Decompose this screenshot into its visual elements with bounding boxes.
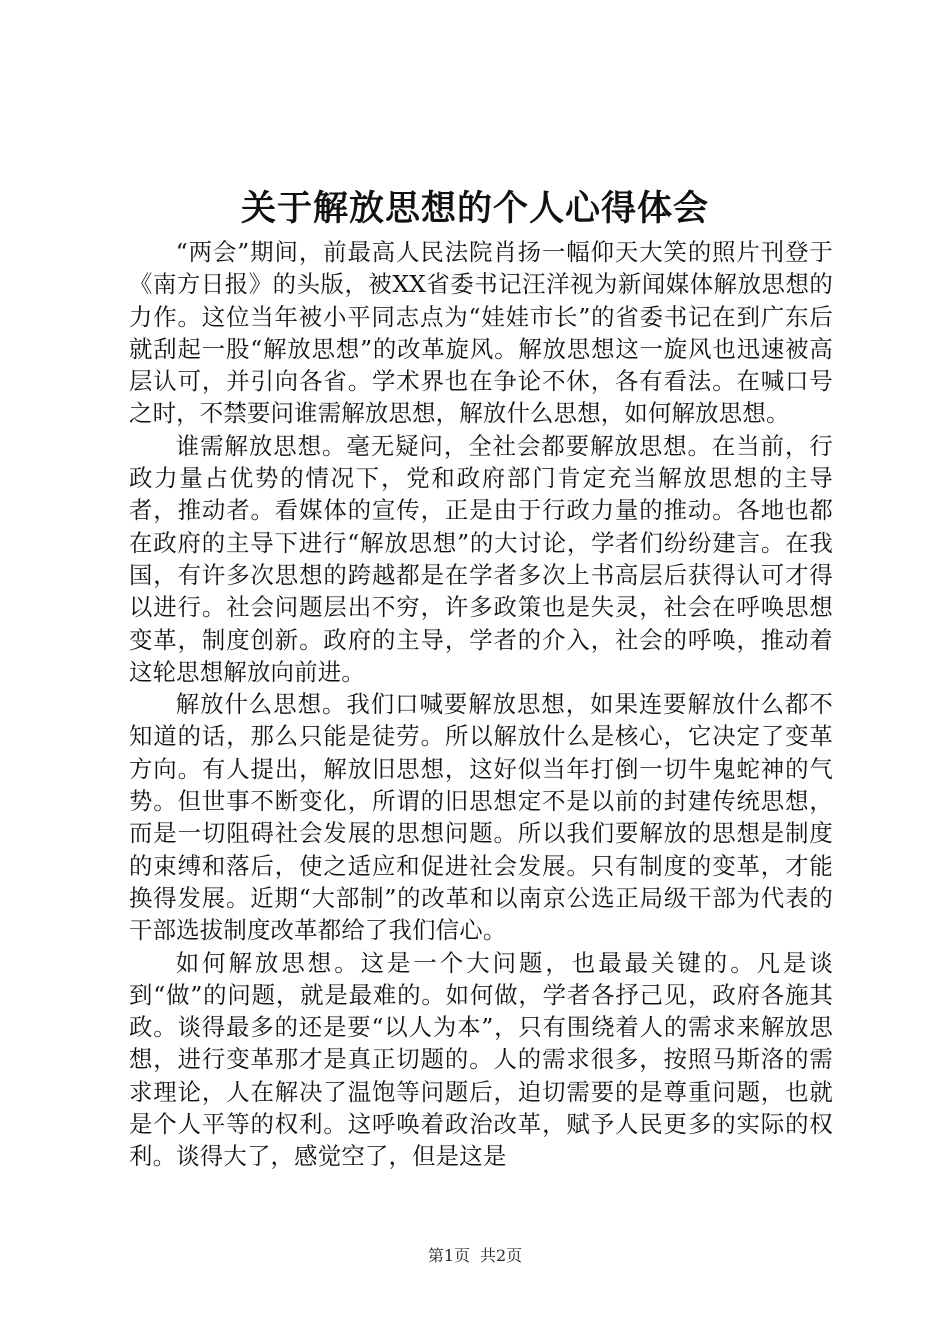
page-number-total: 共2页 [480,1246,523,1265]
paragraph: 解放什么思想。我们口喊要解放思想，如果连要解放什么都不知道的话，那么只能是徒劳。所以解放什么是核心，它决定了变革方向。有人提出，解放旧思想，这好似当年打倒一切牛鬼蛇神的气势。但世事不断变化，所谓的旧思想定不是以前的封建传统思想，而是一切阻碍社会发展的思想问题。所以我们要解放的思想是制度的束缚和落后，使之适应和促进社会发展。只有制度的变革，才能换得发展。近期“大部制”的改革和以南京公选正局级干部为代表的干部选拔制度改革都给了我们信心。 [129,690,833,945]
paragraph: 如何解放思想。这是一个大问题，也最最关键的。凡是谈到“做”的问题，就是最难的。如何做，学者各抒己见，政府各施其政。谈得最多的还是要“以人为本”，只有围绕着人的需求来解放思想，进行变革那才是真正切题的。人的需求很多，按照马斯洛的需求理论，人在解决了温饱等问题后，迫切需要的是尊重问题，也就是个人平等的权利。这呼唤着政治改革，赋予人民更多的实际的权利。谈得大了，感觉空了，但是这是 [129,948,833,1171]
page-footer [0,1244,950,1268]
document-body [129,236,833,1173]
page-number-current: 第1页 [427,1246,470,1265]
paragraph: 谁需解放思想。毫无疑问，全社会都要解放思想。在当前，行政力量占优势的情况下，党和政府部门肯定充当解放思想的主导者，推动者。看媒体的宣传，正是由于行政力量的推动。各地也都在政府的主导下进行“解放思想”的大讨论，学者们纷纷建言。在我国，有许多次思想的跨越都是在学者多次上书高层后获得认可才得以进行。社会问题层出不穷，许多政策也是失灵，社会在呼唤思想变革，制度创新。政府的主导，学者的介入，社会的呼唤，推动着这轮思想解放向前进。 [129,431,833,686]
paragraph: “两会”期间，前最高人民法院肖扬一幅仰天大笑的照片刊登于《南方日报》的头版，被XX省委书记汪洋视为新闻媒体解放思想的力作。这位当年被小平同志点为“娃娃市长”的省委书记在到广东后就刮起一股“解放思想”的改革旋风。解放思想这一旋风也迅速被高层认可，并引向各省。学术界也在争论不休，各有看法。在喊口号之时，不禁要问谁需解放思想，解放什么思想，如何解放思想。 [129,238,833,428]
document-title: 关于解放思想的个人心得体会 [240,189,709,229]
